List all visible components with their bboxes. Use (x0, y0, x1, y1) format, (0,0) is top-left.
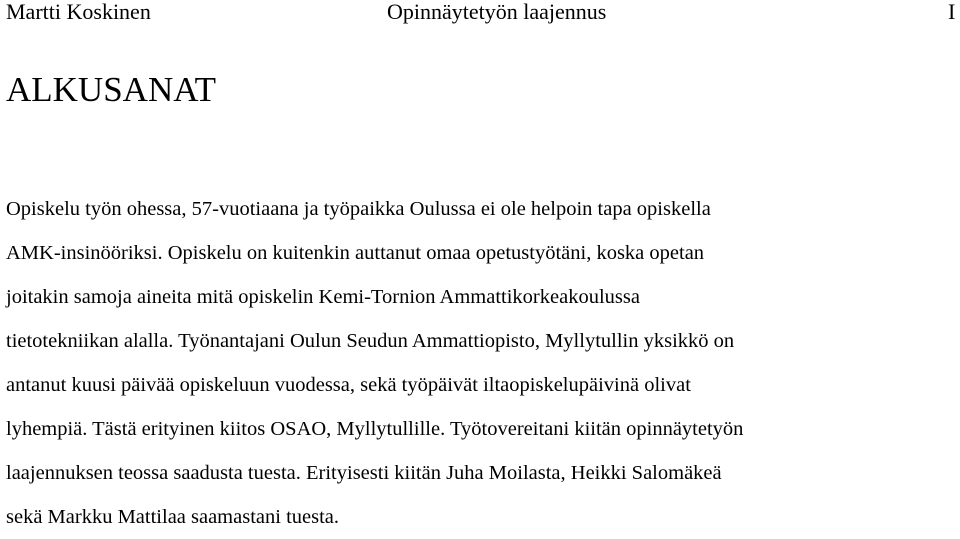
paragraph-line: AMK-insinööriksi. Opiskelu on kuitenkin auttanut omaa opetustyötäni, koska opetan (6, 242, 705, 264)
paragraph-line: tietotekniikan alalla. Työnantajani Oulun Seudun Ammattiopisto, Myllytullin yksikkö on (6, 330, 735, 352)
page-header (0, 0, 960, 30)
paragraph-line: antanut kuusi päivää opiskeluun vuodessa, sekä työpäivät iltaopiskelupäivinä olivat (6, 374, 691, 396)
header-page-number: I (948, 0, 956, 24)
paragraph-line: joitakin samoja aineita mitä opiskelin Kemi-Tornion Ammattikorkeakoulussa (6, 286, 640, 308)
section-heading: ALKUSANAT (6, 70, 216, 109)
paragraph-line: sekä Markku Mattilaa saamastani tuesta. (6, 506, 340, 528)
header-author: Martti Koskinen (6, 0, 151, 24)
header-document-title: Opinnäytetyön laajennus (387, 0, 607, 24)
paragraph-line: lyhempiä. Tästä erityinen kiitos OSAO, Myllytullille. Työtovereitani kiitän opinnäytetyön (6, 418, 744, 440)
paragraph-line: laajennuksen teossa saadusta tuesta. Erityisesti kiitän Juha Moilasta, Heikki Salomäkeä (6, 462, 722, 484)
paragraph-line: Opiskelu työn ohessa, 57-vuotiaana ja työpaikka Oulussa ei ole helpoin tapa opiskella (6, 198, 711, 220)
body-paragraph (6, 187, 956, 539)
